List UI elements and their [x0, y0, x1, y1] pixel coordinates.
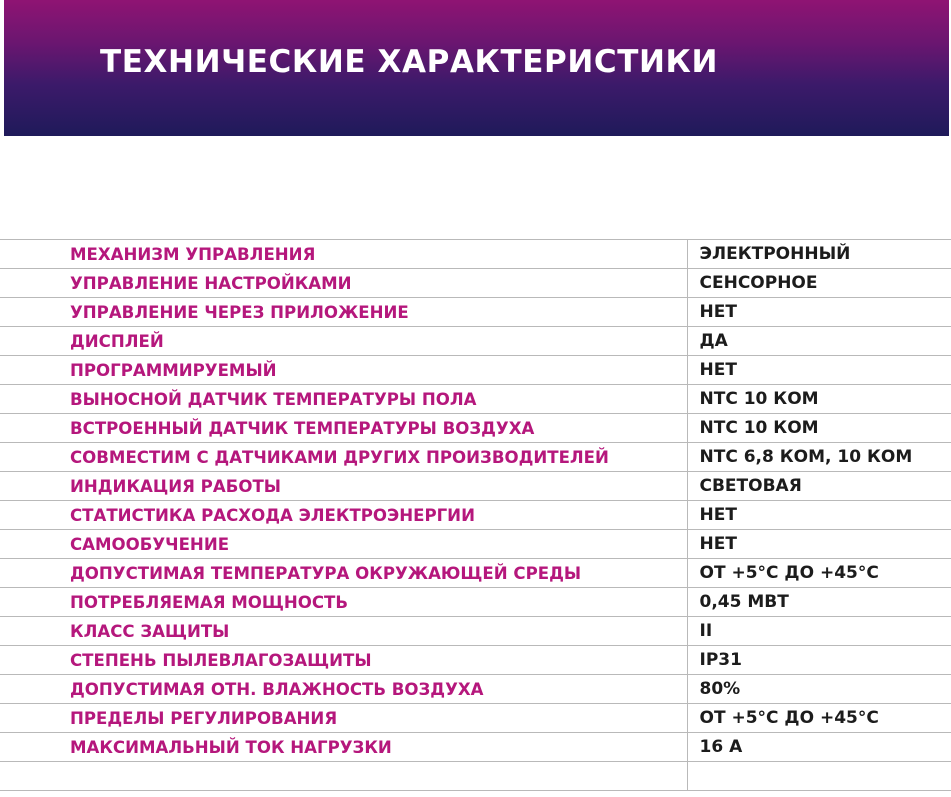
spec-name: СТАТИСТИКА РАСХОДА ЭЛЕКТРОЭНЕРГИИ	[0, 501, 687, 530]
spec-value: NTC 10 КОМ	[687, 414, 951, 443]
spec-name: УПРАВЛЕНИЕ НАСТРОЙКАМИ	[0, 269, 687, 298]
spec-value: НЕТ	[687, 501, 951, 530]
spec-value: ЭЛЕКТРОННЫЙ	[687, 240, 951, 269]
spec-name: СТЕПЕНЬ ПЫЛЕВЛАГОЗАЩИТЫ	[0, 646, 687, 675]
spec-value: ОТ +5°С ДО +45°С	[687, 559, 951, 588]
spec-name: СОВМЕСТИМ С ДАТЧИКАМИ ДРУГИХ ПРОИЗВОДИТЕЛЕЙ	[0, 443, 687, 472]
table-row	[0, 385, 951, 414]
table-row	[0, 617, 951, 646]
spec-value: НЕТ	[687, 298, 951, 327]
table-row	[0, 588, 951, 617]
spec-name: ДОПУСТИМАЯ ОТН. ВЛАЖНОСТЬ ВОЗДУХА	[0, 675, 687, 704]
spec-value: НЕТ	[687, 356, 951, 385]
spec-value: СЕНСОРНОЕ	[687, 269, 951, 298]
table-row	[0, 443, 951, 472]
table-row	[0, 530, 951, 559]
spec-name: САМООБУЧЕНИЕ	[0, 530, 687, 559]
header-banner	[4, 0, 949, 136]
spec-value: ДА	[687, 327, 951, 356]
table-row	[0, 704, 951, 733]
spec-value: II	[687, 617, 951, 646]
table-row	[0, 356, 951, 385]
spec-name: ДИСПЛЕЙ	[0, 327, 687, 356]
spec-value: 80%	[687, 675, 951, 704]
spec-value: СВЕТОВАЯ	[687, 472, 951, 501]
spec-name	[0, 762, 687, 791]
spec-value: ОТ +5°С ДО +45°С	[687, 704, 951, 733]
spec-name: ИНДИКАЦИЯ РАБОТЫ	[0, 472, 687, 501]
table-row	[0, 501, 951, 530]
table-row	[0, 414, 951, 443]
page-title: ТЕХНИЧЕСКИЕ ХАРАКТЕРИСТИКИ	[100, 44, 718, 80]
table-row	[0, 559, 951, 588]
specs-table	[0, 239, 951, 791]
table-row	[0, 327, 951, 356]
spec-name: КЛАСС ЗАЩИТЫ	[0, 617, 687, 646]
table-row	[0, 472, 951, 501]
table-row	[0, 675, 951, 704]
table-row	[0, 269, 951, 298]
spec-name: МАКСИМАЛЬНЫЙ ТОК НАГРУЗКИ	[0, 733, 687, 762]
spec-value	[687, 762, 951, 791]
table-row	[0, 733, 951, 762]
spec-value: NTC 6,8 КОМ, 10 КОМ	[687, 443, 951, 472]
spec-name: ВСТРОЕННЫЙ ДАТЧИК ТЕМПЕРАТУРЫ ВОЗДУХА	[0, 414, 687, 443]
spec-value: IP31	[687, 646, 951, 675]
spec-name: ВЫНОСНОЙ ДАТЧИК ТЕМПЕРАТУРЫ ПОЛА	[0, 385, 687, 414]
table-row	[0, 298, 951, 327]
spec-name: МЕХАНИЗМ УПРАВЛЕНИЯ	[0, 240, 687, 269]
table-row	[0, 762, 951, 791]
spec-name: ПОТРЕБЛЯЕМАЯ МОЩНОСТЬ	[0, 588, 687, 617]
spec-value: 0,45 МВТ	[687, 588, 951, 617]
spec-name: ПРОГРАММИРУЕМЫЙ	[0, 356, 687, 385]
spec-value: NTC 10 КОМ	[687, 385, 951, 414]
spec-name: ДОПУСТИМАЯ ТЕМПЕРАТУРА ОКРУЖАЮЩЕЙ СРЕДЫ	[0, 559, 687, 588]
spec-name: УПРАВЛЕНИЕ ЧЕРЕЗ ПРИЛОЖЕНИЕ	[0, 298, 687, 327]
spec-name: ПРЕДЕЛЫ РЕГУЛИРОВАНИЯ	[0, 704, 687, 733]
table-row	[0, 240, 951, 269]
table-row	[0, 646, 951, 675]
spec-value: НЕТ	[687, 530, 951, 559]
spec-value: 16 А	[687, 733, 951, 762]
